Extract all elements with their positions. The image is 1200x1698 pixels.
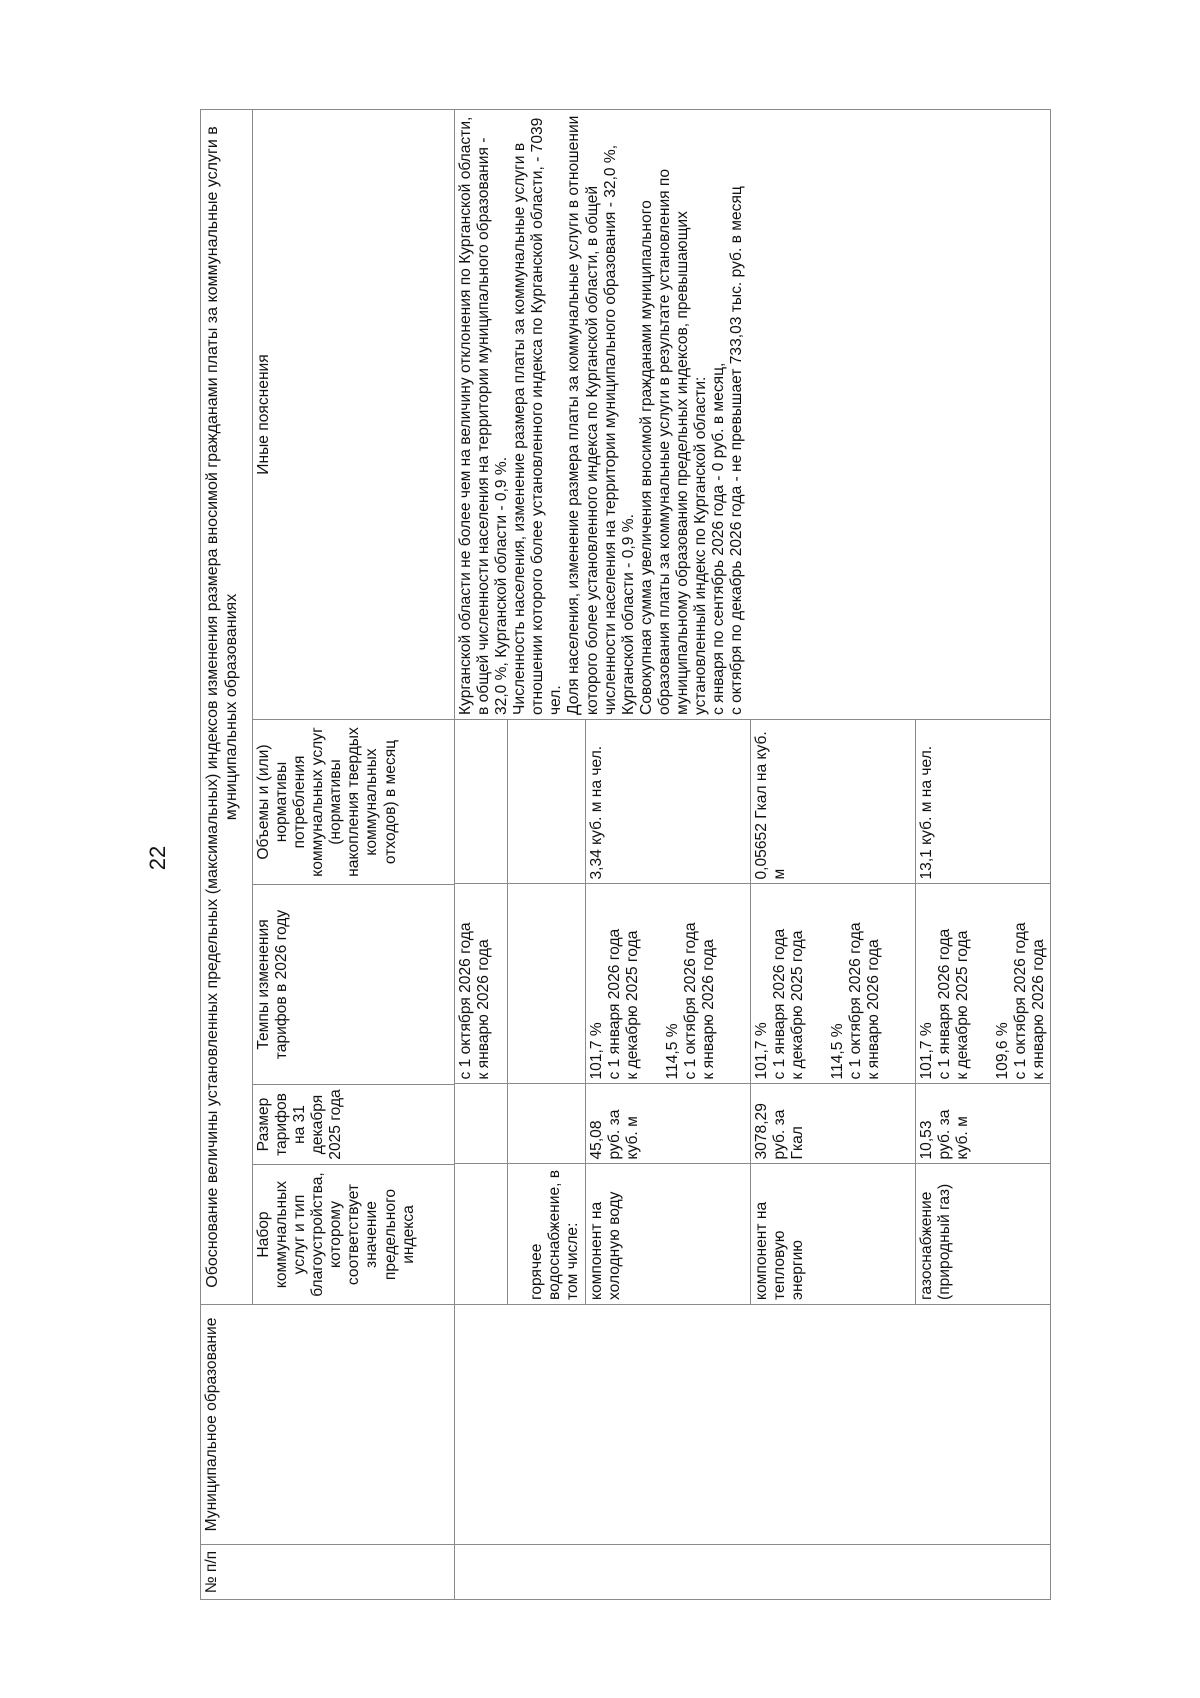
volume-cell: 3,34 куб. м на чел. bbox=[585, 719, 750, 884]
tariff-cell: 10,53 руб. за куб. м bbox=[915, 1084, 1050, 1164]
header-tariff-size: Размер тарифов на 31 декабря 2025 года bbox=[253, 1085, 455, 1165]
tariff-index-table bbox=[200, 109, 1051, 1600]
service-cell: газоснабжение (природный газ) bbox=[915, 1164, 1050, 1304]
table-row bbox=[750, 719, 915, 1304]
tariff-cell bbox=[455, 1084, 507, 1164]
rate-cell bbox=[455, 884, 507, 1084]
tariff-cell bbox=[507, 1084, 585, 1164]
rate-period-line: с 1 октября 2026 года bbox=[846, 922, 864, 1080]
volume-cell: 13,1 куб. м на чел. bbox=[915, 719, 1050, 884]
service-cell bbox=[455, 1164, 507, 1304]
rate-base-line: к декабрю 2025 года bbox=[623, 930, 641, 1080]
table-row bbox=[507, 719, 585, 1304]
service-cell: компонент на холодную воду bbox=[585, 1164, 750, 1304]
rate-base-line: к январю 2026 года bbox=[475, 939, 493, 1080]
service-cell: горячее водоснабжение, в том числе: bbox=[507, 1164, 585, 1304]
explanation-paragraph: Доля населения, изменение размера платы за коммунальные услуги в отношении которого более установленного индекса по Курганской области, в общей численности населения на территории муниципального образования - 32,0 %, Курганской области - 0,9 %. bbox=[565, 115, 637, 715]
header-municipality: Муниципальное образование bbox=[201, 1305, 455, 1545]
tariff-cell: 3078,29 руб. за Гкал bbox=[750, 1084, 915, 1164]
rate-base-line: к январю 2026 года bbox=[699, 939, 717, 1080]
table-row bbox=[455, 719, 507, 1304]
municipality-cell bbox=[455, 1305, 1051, 1545]
header-tariff-rate: Темпы изменения тарифов в 2026 году bbox=[253, 885, 455, 1085]
volume-cell bbox=[507, 719, 585, 884]
rate-period-line: с 1 октября 2026 года bbox=[1011, 922, 1029, 1080]
rate-pct: 101,7 % bbox=[587, 1022, 605, 1080]
rate-cell bbox=[750, 884, 915, 1084]
rate-period-line: с 1 октября 2026 года bbox=[457, 922, 474, 1080]
explanation-paragraph: с октября по декабрь 2026 года - не превышает 733,03 тыс. руб. в месяц bbox=[728, 186, 746, 715]
rate-cell bbox=[585, 884, 750, 1084]
rate-period-line: с 1 октября 2026 года bbox=[681, 922, 699, 1080]
rate-pct: 101,7 % bbox=[917, 1022, 935, 1080]
page-number: 22 bbox=[145, 845, 170, 871]
rate-base-line: к декабрю 2025 года bbox=[788, 930, 806, 1080]
header-num: № п/п bbox=[201, 1545, 455, 1600]
rate-cell bbox=[915, 884, 1050, 1084]
values-block bbox=[455, 720, 1051, 1305]
row-num-cell bbox=[455, 1545, 1051, 1600]
table-row bbox=[455, 110, 1051, 1600]
rate-base-line: к январю 2026 года bbox=[1029, 939, 1047, 1080]
rate-cell bbox=[507, 884, 585, 1084]
rate-base-line: к январю 2026 года bbox=[864, 939, 882, 1080]
explanation-paragraph: Совокупная сумма увеличения вносимой гражданами муниципального образования платы за коммунальные услуги в результате установления по муниципальному образованию предельных индексов, превышающих установленный индекс по Курганской области: bbox=[637, 168, 710, 715]
rotated-table-container bbox=[200, 110, 1145, 1600]
explanation-paragraph: Курганской области не более чем на величину отклонения по Курганской области, в общей численности населения на территории муниципального образования - 32,0 %, Курганской области - 0,9 %. bbox=[457, 116, 511, 715]
explanations-cell bbox=[455, 110, 1051, 720]
rate-period-line: с 1 января 2026 года bbox=[935, 928, 953, 1080]
table-row bbox=[915, 719, 1050, 1304]
values-subtable bbox=[455, 719, 1050, 1304]
rate-base-line: к декабрю 2025 года bbox=[953, 930, 971, 1080]
rate-period-line: с 1 января 2026 года bbox=[605, 928, 623, 1080]
explanation-paragraph: Численность населения, изменение размера платы за коммунальные услуги в отношении которого более установленного индекса по Курганской области, - 7039 чел. bbox=[511, 117, 565, 715]
rate-period-line: с 1 января 2026 года bbox=[770, 928, 788, 1080]
rate-pct: 101,7 % bbox=[752, 1022, 770, 1080]
table-row bbox=[585, 719, 750, 1304]
table-title: Обоснование величины установленных предельных (максимальных) индексов изменения размера вносимой гражданами платы за коммунальные услуги в муниципальных образованиях bbox=[201, 110, 253, 1305]
header-volumes: Объемы и (или) нормативы потребления коммунальных услуг (нормативы накопления твердых коммунальных отходов) в месяц bbox=[253, 720, 455, 885]
volume-cell: 0,05652 Гкал на куб. м bbox=[750, 719, 915, 884]
header-explanations: Иные пояснения bbox=[253, 110, 455, 720]
service-cell: компонент на тепловую энергию bbox=[750, 1164, 915, 1304]
header-services: Набор коммунальных услуг и тип благоустройства, которому соответствует значение предельного индекса bbox=[253, 1165, 455, 1305]
rate-pct: 114,5 % bbox=[828, 1023, 846, 1080]
rate-pct: 109,6 % bbox=[993, 1022, 1011, 1080]
rate-pct: 114,5 % bbox=[663, 1023, 681, 1080]
explanation-paragraph: с января по сентябрь 2026 года - 0 руб. в месяц, bbox=[710, 362, 728, 715]
volume-cell bbox=[455, 719, 507, 884]
tariff-cell: 45,08 руб. за куб. м bbox=[585, 1084, 750, 1164]
